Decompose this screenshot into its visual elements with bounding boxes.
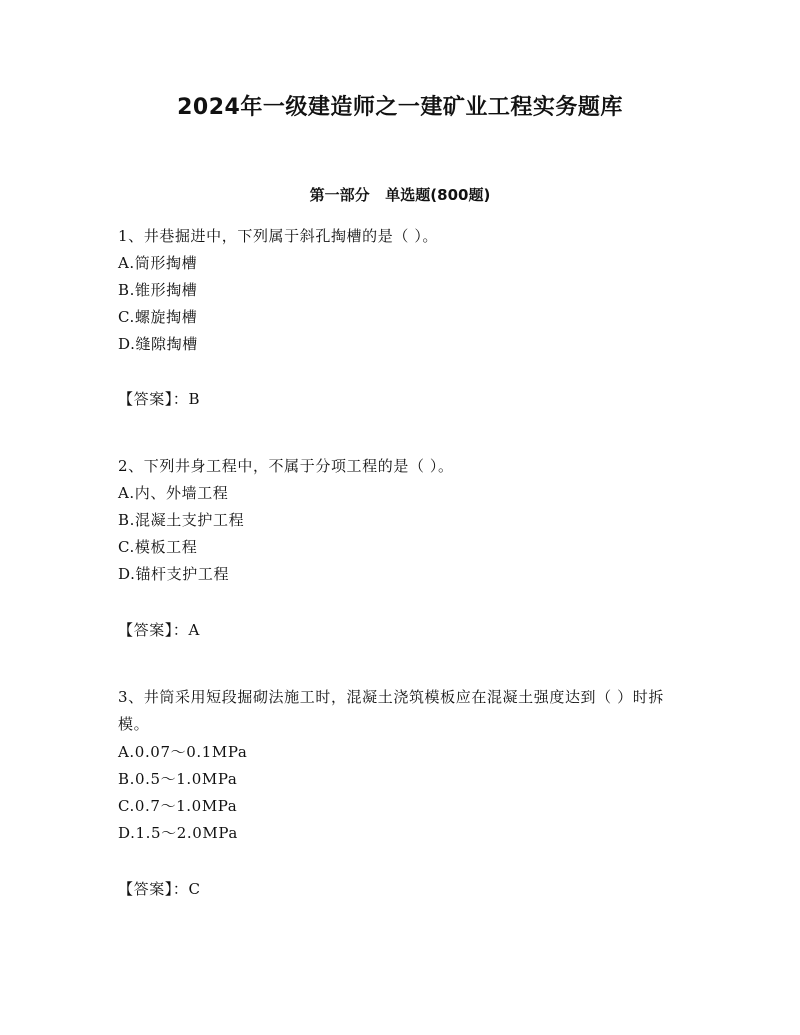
question-2-option-b: B.混凝土支护工程 (118, 511, 245, 529)
section-heading: 第一部分 单选题(800题) (309, 186, 491, 204)
question-1-option-d: D.缝隙掏槽 (118, 335, 198, 353)
question-3-option-a: A.0.07～0.1MPa (118, 743, 248, 761)
document-title: 2024年一级建造师之一建矿业工程实务题库 (177, 95, 623, 120)
question-3-answer: 【答案】：C (118, 880, 201, 898)
question-2-option-c: C.模板工程 (118, 538, 198, 556)
question-2-option-a: A.内、外墙工程 (118, 484, 229, 502)
question-1-stem: 1、井巷掘进中，下列属于斜孔掏槽的是（ ）。 (118, 227, 439, 245)
question-1-option-a: A.筒形掏槽 (118, 254, 198, 272)
question-3-option-d: D.1.5～2.0MPa (118, 824, 238, 842)
question-2-stem: 2、下列井身工程中，不属于分项工程的是（ ）。 (118, 457, 454, 475)
question-3-stem: 3、井筒采用短段掘砌法施工时，混凝土浇筑模板应在混凝土强度达到（ ）时拆模。 (118, 688, 664, 733)
question-3-option-c: C.0.7～1.0MPa (118, 797, 238, 815)
question-1-option-c: C.螺旋掏槽 (118, 308, 198, 326)
question-2-option-d: D.锚杆支护工程 (118, 565, 230, 583)
question-3-option-b: B.0.5～1.0MPa (118, 770, 238, 788)
question-1-answer: 【答案】：B (118, 390, 201, 408)
question-1-option-b: B.锥形掏槽 (118, 281, 198, 299)
question-2-answer: 【答案】：A (118, 621, 200, 639)
